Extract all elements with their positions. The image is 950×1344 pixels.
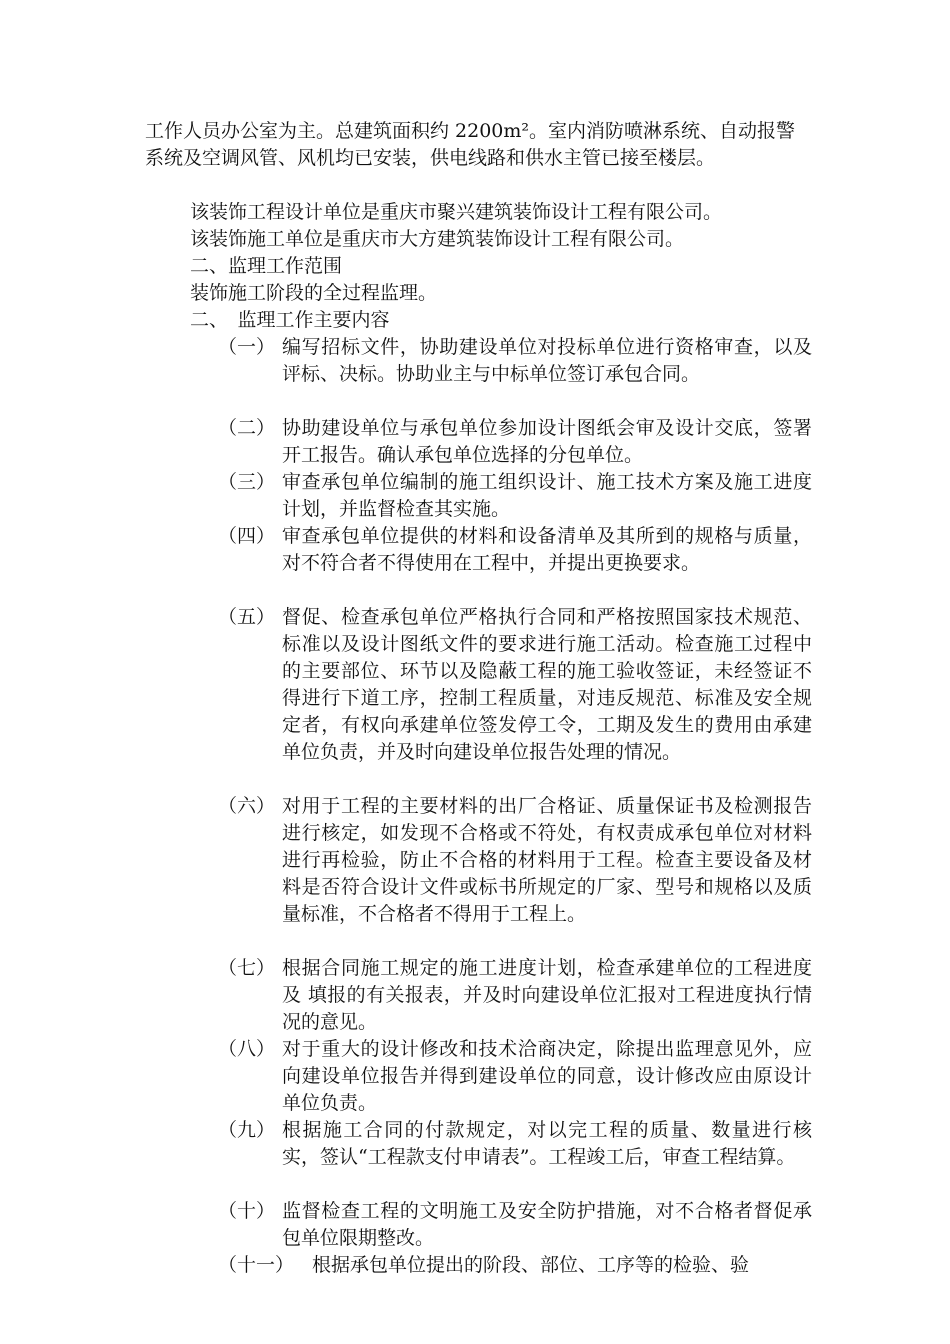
list-item-text: 对于重大的设计修改和技术洽商决定，除提出监理意见外，应向建设单位报告并得到建设单位的同意，设计修改应由原设计单位负责。	[282, 1038, 812, 1114]
list-item-number: （三）	[218, 471, 276, 493]
list-item	[218, 1198, 818, 1252]
list-item	[218, 1252, 818, 1279]
list-item-number: （四）	[218, 525, 276, 547]
list-item-number: （二）	[218, 417, 276, 439]
list-item-number: （一）	[218, 336, 276, 358]
list-item-number: （八）	[218, 1038, 276, 1060]
list-item-number: （十）	[218, 1200, 276, 1222]
list-item	[218, 793, 818, 928]
scope-text: 装饰施工阶段的全过程监理。	[190, 282, 438, 304]
list-item-text: 审查承包单位编制的施工组织设计、施工技术方案及施工进度计划，并监督检查其实施。	[282, 471, 812, 520]
section-scope-heading: 二、监理工作范围	[190, 255, 343, 277]
list-item-text: 根据合同施工规定的施工进度计划，检查承建单位的工程进度及 填报的有关报表，并及时向建设单位汇报对工程进度执行情况的意见。	[282, 957, 812, 1033]
list-item-text: 根据施工合同的付款规定，对以完工程的质量、数量进行核实，签认“工程款支付申请表”。工程竣工后，审查工程结算。	[282, 1119, 812, 1168]
list-item-number: （六）	[218, 795, 276, 817]
list-item	[218, 334, 818, 388]
list-item-text: 对用于工程的主要材料的出厂合格证、质量保证书及检测报告进行核定，如发现不合格或不符处，有权责成承包单位对材料进行再检验，防止不合格的材料用于工程。检查主要设备及材料是否符合设计文件或标书所规定的厂家、型号和规格以及质量标准，不合格者不得用于工程上。	[282, 795, 812, 925]
design-unit-line: 该装饰工程设计单位是重庆市聚兴建筑装饰设计工程有限公司。	[190, 201, 723, 223]
list-item-text: 协助建设单位与承包单位参加设计图纸会审及设计交底，签署开工报告。确认承包单位选择的分包单位。	[282, 417, 812, 466]
list-item-text: 督促、检查承包单位严格执行合同和严格按照国家技术规范、标准以及设计图纸文件的要求进行施工活动。检查施工过程中的主要部位、环节以及隐蔽工程的施工验收签证，未经签证不得进行下道工序，控制工程质量，对违反规范、标准及安全规定者，有权向承建单位签发停工令，工期及发生的费用由承建单位负责，并及时向建设单位报告处理的情况。	[282, 606, 812, 763]
list-item-text: 根据承包单位提出的阶段、部位、工序等的检验、验	[312, 1254, 750, 1276]
list-item-number: （五）	[218, 606, 276, 628]
list-item-text: 编写招标文件，协助建设单位对投标单位进行资格审查，以及评标、决标。协助业主与中标单位签订承包合同。	[282, 336, 812, 385]
list-item-text: 监督检查工程的文明施工及安全防护措施，对不合格者督促承包单位限期整改。	[282, 1200, 812, 1249]
list-item	[218, 415, 818, 469]
list-item-number: （七）	[218, 957, 276, 979]
construction-unit-line: 该装饰施工单位是重庆市大方建筑装饰设计工程有限公司。	[190, 228, 685, 250]
list-item-number: （十一）	[218, 1254, 295, 1276]
list-item	[218, 469, 818, 523]
list-item	[218, 523, 818, 577]
list-item	[218, 1036, 818, 1117]
section-content-heading: 二、 监理工作主要内容	[190, 309, 390, 331]
list-item	[218, 604, 818, 766]
list-item	[218, 955, 818, 1036]
intro-paragraph: 工作人员办公室为主。总建筑面积约 2200m²。室内消防喷淋系统、自动报警系统及空调风管、风机均已安装，供电线路和供水主管已接至楼层。	[145, 120, 796, 169]
list-item-number: （九）	[218, 1119, 276, 1141]
list-item	[218, 1117, 818, 1171]
list-item-text: 审查承包单位提供的材料和设备清单及其所到的规格与质量，对不符合者不得使用在工程中，并提出更换要求。	[282, 525, 812, 574]
